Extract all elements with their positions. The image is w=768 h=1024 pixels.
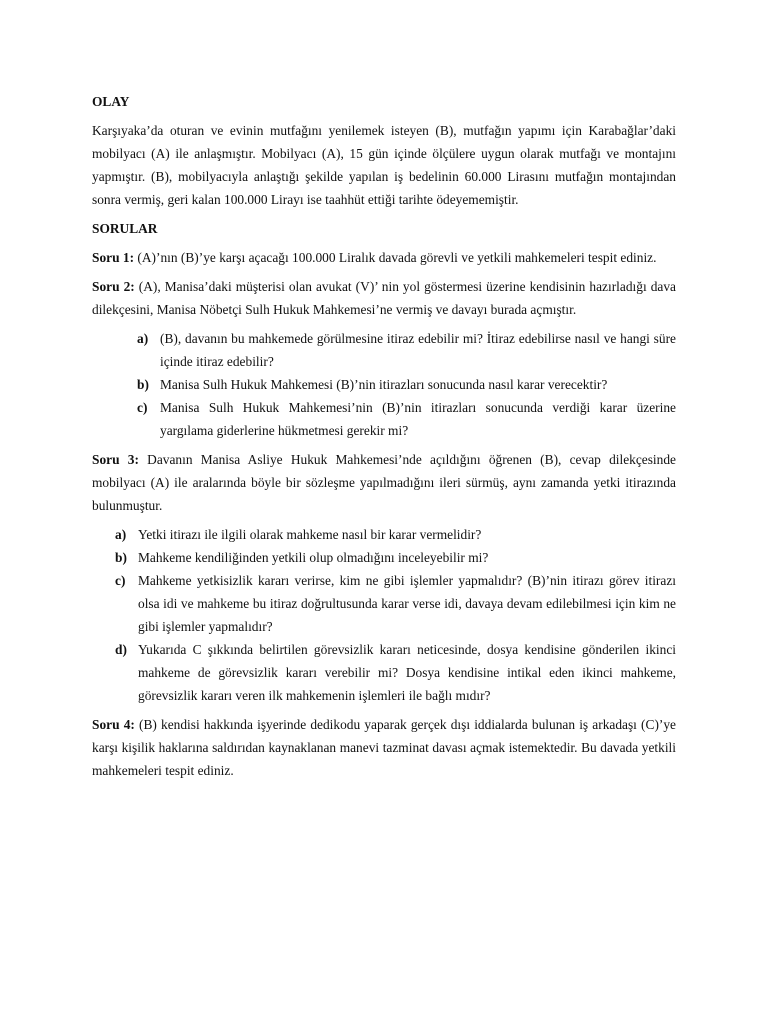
- soru-1-label: Soru 1:: [92, 250, 135, 265]
- list-marker: a): [137, 331, 149, 346]
- list-marker: b): [137, 377, 149, 392]
- list-marker: b): [115, 550, 127, 565]
- soru-2-item-a: [137, 327, 676, 373]
- soru-4-label: Soru 4:: [92, 717, 135, 732]
- soru-2: [92, 275, 676, 321]
- list-item-text: (B), davanın bu mahkemede görülmesine itiraz edebilir mi? İtiraz edebilirse nasıl ve hangi süre içinde itiraz edebilir?: [160, 331, 676, 369]
- soru-3-item-b: [115, 546, 676, 569]
- soru-3-item-d: [115, 638, 676, 707]
- list-item-text: Manisa Sulh Hukuk Mahkemesi (B)’nin itirazları sonucunda nasıl karar verecektir?: [160, 377, 608, 392]
- soru-3-label: Soru 3:: [92, 452, 139, 467]
- soru-3-item-a: [115, 523, 676, 546]
- olay-heading: OLAY: [92, 94, 130, 109]
- list-marker: c): [137, 400, 148, 415]
- sorular-heading: SORULAR: [92, 221, 158, 236]
- list-item-text: Yukarıda C şıkkında belirtilen görevsizlik kararı neticesinde, dosya kendisine gönderilen ikinci mahkeme de görevsizlik kararı verebilir mi? Dosya kendisine intikal eden ikinci mahkeme, görevsizlik kararı veren ilk mahkemenin işlemleri ile bağlı mıdır?: [138, 642, 676, 703]
- soru-2-item-b: [137, 373, 676, 396]
- soru-2-sublist: [137, 327, 676, 442]
- soru-1-text: (A)’nın (B)’ye karşı açacağı 100.000 Liralık davada görevli ve yetkili mahkemeleri tespit ediniz.: [134, 250, 657, 265]
- list-item-text: Yetki itirazı ile ilgili olarak mahkeme nasıl bir karar vermelidir?: [138, 527, 482, 542]
- soru-1: [92, 246, 676, 269]
- list-item-text: Mahkeme kendiliğinden yetkili olup olmadığını inceleyebilir mi?: [138, 550, 489, 565]
- soru-2-label: Soru 2:: [92, 279, 135, 294]
- soru-3-sublist: [115, 523, 676, 707]
- soru-4: [92, 713, 676, 782]
- soru-4-text: (B) kendisi hakkında işyerinde dedikodu yaparak gerçek dışı iddialarda bulunan iş arkadaşı (C)’ye karşı kişilik haklarına saldırıdan kaynaklanan manevi tazminat davası açmak istemektedir. Bu davada yetkili mahkemeleri tespit ediniz.: [92, 717, 677, 778]
- list-marker: d): [115, 642, 127, 657]
- list-marker: a): [115, 527, 127, 542]
- soru-3-item-c: [115, 569, 676, 638]
- olay-text: Karşıyaka’da oturan ve evinin mutfağını yenilemek isteyen (B), mutfağın yapımı için Karabağlar’daki mobilyacı (A) ile anlaşmıştır. Mobilyacı (A), 15 gün içinde ölçülere uygun olarak mutfağı ve montajını yapmıştır. (B), mobilyacıyla anlaştığı şekilde yapılan iş bedelinin 60.000 Lirasını mutfağın montajından sonra vermiş, geri kalan 100.000 Lirayı ise taahhüt ettiği tarihte ödeyememiştir.: [92, 123, 676, 207]
- soru-2-item-c: [137, 396, 676, 442]
- soru-3: [92, 448, 676, 517]
- soru-2-text: (A), Manisa’daki müşterisi olan avukat (V)’ nin yol göstermesi üzerine kendisinin hazırladığı dava dilekçesini, Manisa Nöbetçi Sulh Hukuk Mahkemesi’ne vermiş ve davayı burada açmıştır.: [92, 279, 676, 317]
- list-item-text: Manisa Sulh Hukuk Mahkemesi’nin (B)’nin itirazları sonucunda verdiği karar üzerine yargılama giderlerine hükmetmesi gerekir mi?: [160, 400, 676, 438]
- soru-3-text: Davanın Manisa Asliye Hukuk Mahkemesi’nde açıldığını öğrenen (B), cevap dilekçesinde mobilyacı (A) ile aralarında böyle bir sözleşme yapılmadığını ileri sürmüş, aynı zamanda yetki itirazında bulunmuştur.: [92, 452, 676, 513]
- list-marker: c): [115, 573, 126, 588]
- document-page: [92, 90, 676, 782]
- list-item-text: Mahkeme yetkisizlik kararı verirse, kim ne gibi işlemler yapmalıdır? (B)’nin itirazı görev itirazı olsa idi ve mahkeme bu itiraz doğrultusunda karar verse idi, davaya devam edilebilmesi için kim ne gibi işlemler yapmalıdır?: [138, 573, 676, 634]
